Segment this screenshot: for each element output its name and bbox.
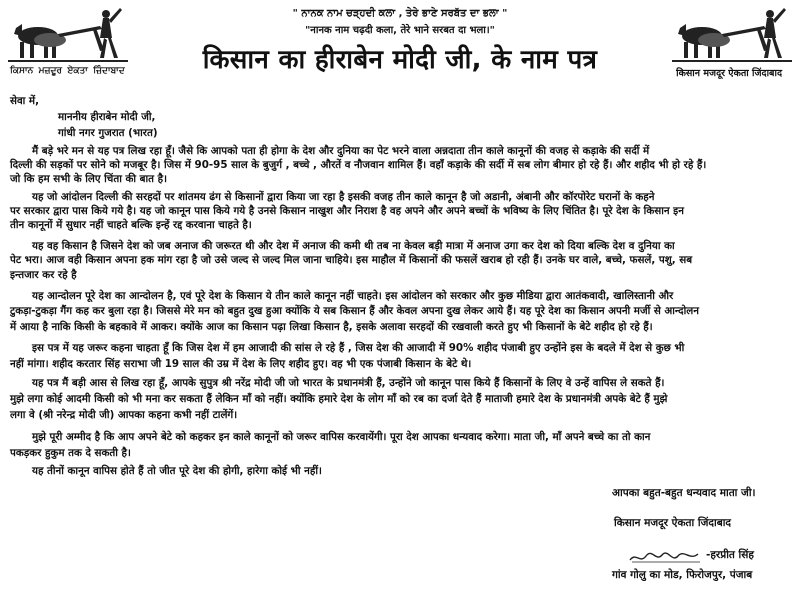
body-line: मुझे लगा कोई आदमी किसी को भी मना कर सकता हैं लेकिन माँ को नहीं। क्योंकि हमारे देश के लोग माँ को रब का दर्जा देते हैं माताजी हमारे देश के प्रधानमंत्री अपके बेटे हैं मुझे (10, 393, 668, 405)
body-line: यह जो आंदोलन दिल्ली की सरहदों पर शांतमय ढंग से किसानों द्वारा किया जा रहा है इसकी वजह तीन काले कानून है जो अडानी, अंबानी और कॉरपोरेट घरानों के कहने (32, 191, 655, 203)
body-line: जो कि हम सभी के लिए चिंता की बात है। (10, 173, 167, 185)
letter-title: किसान का हीराबेन मोदी जी, के नाम पत्र (202, 45, 598, 75)
gurmukhi-quote: " ਨਾਨਕ ਨਾਮ ਚੜ੍ਹਦੀ ਕਲਾ , ਤੇਰੇ ਭਾਣੇ ਸਰਬੱਤ ਦਾ ਭਲਾ " (292, 8, 508, 19)
salutation-seva: सेवा में, (10, 95, 40, 107)
right-logo-caption: किसान मजदूर ऐकता जिंदाबाद (676, 68, 782, 79)
signatory-name: -हरप्रीत सिंह (706, 549, 754, 561)
body-line: पर सरकार द्वारा पास किये गये है। यह जो कानून पास किये गये है उनसे किसान नाखुश और निराश है वह अपने और अपने बच्चों के भविष्य के लिए चिंतित है। पूरे देश के किसान इन (10, 205, 684, 217)
body-line: नहीं मांगा। शहीद करतार सिंह सराभा जी 19 साल की उम्र में देश के लिए शहीद हुए। वह भी एक पंजाबी किसान के बेटे थे। (10, 358, 472, 370)
body-line: यह तीनों कानून वापिस होते हैं तो जीत पूरे देश की होगी, हारेगा कोई भी नहीं। (32, 465, 322, 477)
body-line: मैं बड़े भरे मन से यह पत्र लिख रहा हूँ। जैसे कि आपको पता ही होगा के देश और दुनिया का पेट भरने वाला अन्नदाता तीन काले कानूनों की वजह से कड़ाके की सर्दी में (32, 145, 650, 157)
body-line: में आया है नाकि किसी के बहकावे में आकर। क्योंके आज का किसान पढ़ा लिखा किसान है, इसके अलावा सरहदों की रखवाली करते हुए भी किसानों के बेटे शहीद हो रहे हैं। (10, 321, 653, 333)
body-line: यह वह किसान है जिसने देश को जब अनाज की जरूरत थी और देश में अनाज की कमी थी तब ना केवल बड़ी मात्रा में अनाज उगा कर देश को दिया बल्कि देश व दुनिया का (32, 240, 675, 252)
body-line: टुकड़ा-टुकड़ा गैंग कह कर बुला रहा है। जिससे मेरे मन को बहुत दुख हुआ क्योंकि ये सब किसान हैं और केवल अपना दुख लेकर आये हैं। यह पूरे देश का किसान अपनी मर्जी से आन्दोलन (10, 305, 699, 317)
left-logo-caption: ਕਿਸਾਨ ਮਜ਼ਦੂਰ ਏਕਤਾ ਜ਼ਿੰਦਾਬਾਦ (10, 66, 125, 76)
body-line: पकड़कर हुकुम तक दे सकती है। (10, 447, 131, 459)
closing-slogan: किसान मजदूर ऐकता जिंदाबाद (614, 517, 732, 529)
handwritten-signature (628, 550, 706, 570)
body-line: पेट भरा। आज वही किसान अपना हक मांग रहा है जो उसे जल्द से जल्द मिल जाना चाहिये। इस माहौल में किसानों की फसलें खराब हो रही हैं। उनके घर वाले, बच्चे, फसलें, पशु, सब (10, 254, 693, 266)
addressee: माननीय हीराबेन मोदी जी, (58, 111, 156, 123)
body-line: मुझे पूरी अम्मीद है कि आप अपने बेटे को कहकर इन काले कानूनों को जरूर वापिस करवायेंगी। पूरा देश आपका धन्यवाद करेगा। माता जी, माँ अपने बच्चे का तो कान (32, 431, 651, 443)
body-line: इन्तजार कर रहे है (10, 269, 77, 281)
body-line: यह आन्दोलन पूरे देश का आन्दोलन है, एवं पूरे देश के किसान ये तीन काले कानून नहीं चाहते। इस आंदोलन को सरकार और कुछ मीडिया द्वारा आतंकवादी, खालिस्तानी और (32, 290, 674, 302)
hindi-quote: "नानक नाम चढ़दी कला, तेरे भाने सरबत दा भला।" (305, 25, 495, 36)
closing-thanks: आपका बहुत-बहुत धन्यवाद माता जी। (612, 487, 756, 499)
body-line: यह पत्र मैं बड़ी आस से लिख रहा हूँ, आपके सुपुत्र श्री नरेंद्र मोदी जी जो भारत के प्रधानमंत्री हैं, उन्होंने जो कानून पास किये हैं किसानों के लिए वे उन्हें वापिस ले सकते हैं। (32, 377, 665, 389)
body-line: तीन कानूनों में सुधार नहीं चाहते बल्कि इन्हें रद्द करवाना चाहते है। (10, 219, 252, 231)
signatory-address: गांव गोलु का मोड, फिरोजपुर, पंजाब (612, 569, 753, 581)
body-line: लगा वे (श्री नरेन्द्र मोदी जी) आपका कहना कभी नहीं टालेंगें। (10, 409, 238, 421)
body-line: इस पत्र में यह जरूर कहना चाहता हूँ कि जिस देश में हम आजादी की सांस ले रहे हैं , जिस देश की आजादी में 90% शहीद पंजाबी हुए उन्होंने इस के बदले में देश से कुछ भी (32, 342, 685, 354)
addressee-place: गांधी नगर गुजरात (भारत) (58, 127, 158, 139)
body-line: दिल्ली की सड़कों पर सोने को मजबूर है। जिस में 90-95 साल के बुजुर्ग , बच्चे , औरतें व नौजवान शामिल हैं। वहाँ कड़ाके की सर्दी में सब लोग बीमार हो रहे हैं। और शहीद भी हो रहे हैं। (10, 159, 707, 171)
